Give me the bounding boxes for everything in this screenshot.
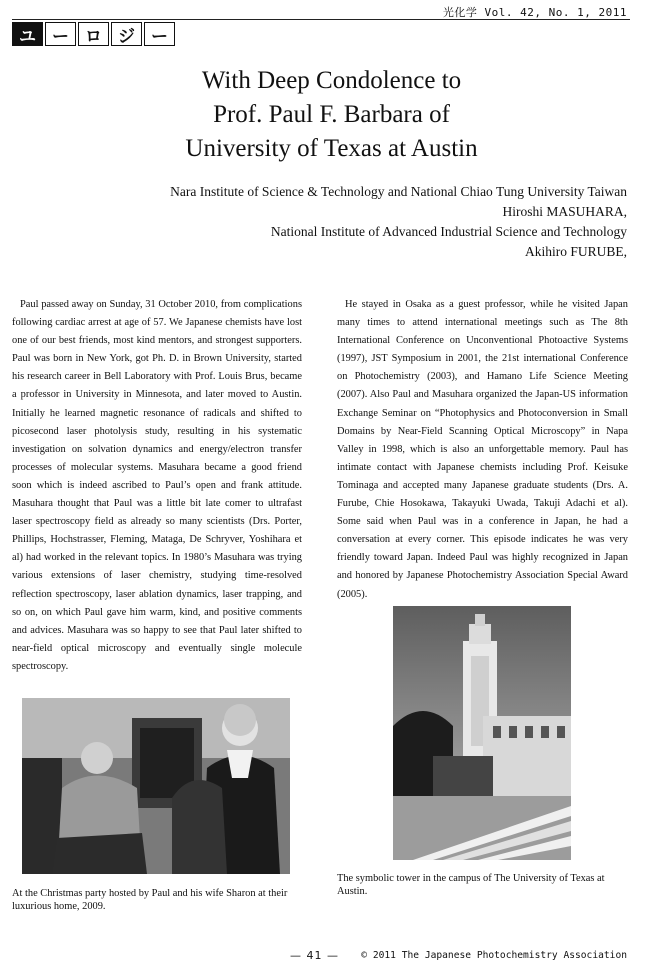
title-line: Prof. Paul F. Barbara of (213, 101, 450, 128)
journal-header: 光化学 Vol. 42, No. 1, 2011 (442, 6, 627, 19)
photo-caption-right: The symbolic tower in the campus of The University of Texas at Austin. (337, 873, 605, 897)
copyright-notice: © 2011 The Japanese Photochemistry Association (361, 950, 627, 961)
section-char: ユ (12, 22, 43, 46)
section-char: ー (45, 22, 76, 46)
header-rule (12, 19, 630, 20)
author-1: Hiroshi MASUHARA, (502, 204, 627, 219)
page-number: — 41 — (290, 949, 339, 962)
christmas-party-photo (22, 698, 290, 874)
author-2: Akihiro FURUBE, (524, 244, 627, 259)
section-label (12, 22, 175, 46)
photo-caption-left: At the Christmas party hosted by Paul and his wife Sharon at their luxurious home, 2009. (12, 888, 288, 912)
body-paragraph: He stayed in Osaka as a guest professor, while he visited Japan many times to attend international meetings such as The 8th International Conference on Unconventional Photoactive Systems (1997), JST Symposium in 2001, the 21st international Conference on Photochemistry (2003), and Hamano Life Science Meeting (2007). Also Paul and Masuhara organized the Japan-US information Exchange Seminar on “Photophysics and Photoconversion in Small Domains by Near-Field Scanning Optical Microscopy” in Napa Valley in 1998, which is also an unforgettable memory. Paul has intimate contact with Japanese chemists including Prof. Keisuke Tominaga and accepted many Japanese graduate students (Drs. A. Furube, Chie Hosokawa, Takayuki Uwada, Takuji Adachi et al). Some said when Paul was in a conference in Japan, he had a conversation at every corner. This episode indicates he was very friendly toward Japan. Indeed Paul was highly recognized in Japan and honored by Japanese Photochemistry Association Special Award (2005). (337, 299, 628, 600)
affiliation-2: National Institute of Advanced Industrial Science and Technology (270, 224, 627, 239)
affiliation-1: Nara Institute of Science & Technology and National Chiao Tung University Taiwan (170, 184, 627, 199)
body-column-left (12, 296, 302, 676)
title-line: University of Texas at Austin (185, 135, 478, 162)
ut-tower-photo (393, 606, 571, 860)
body-column-right (337, 296, 628, 604)
section-char: ロ (78, 22, 109, 46)
section-char: ー (144, 22, 175, 46)
section-char: ジ (111, 22, 142, 46)
title-line: With Deep Condolence to (201, 67, 462, 94)
author-block (67, 182, 627, 262)
body-paragraph: Paul passed away on Sunday, 31 October 2010, from complications following cardiac arrest at age of 57. We Japanese chemists have lost one of our best friends, most kind mentors, and strongest supporters. Paul was born in New York, got Ph. D. in Brown University, started his research career in Bell Laboratory with Prof. Louis Brus, became a professor in University in Minnesota, and later moved to Austin. Initially he learned magnetic resonance of radicals and shifted to picosecond laser photolysis study, resulting in his systematic investigation on solvation dynamics and energy/electron transfer processes of molecular systems. Masuhara became a good friend soon which is indeed ascribed to Paul’s open and frank attitude. Masuhara thought that Paul was a little bit late comer to ultrafast laser spectroscopy field as already so many scientists (Drs. Porter, Phillips, Hochstrasser, Fleming, Mataga, De Schryver, Yoshihara et al) had worked in the relevant topics. In 1980’s Masuhara was trying various extensions of laser chemistry, studying time-resolved reflection spectroscopy, laser ablation dynamics, laser trapping, and so on, on which Paul gave him warm, kind, and positive comments and advices. Masuhara was so happy to see that Paul later shifted to near-field optical microscopy and eventually single molecule spectroscopy. (12, 299, 302, 672)
article-title (0, 64, 663, 166)
